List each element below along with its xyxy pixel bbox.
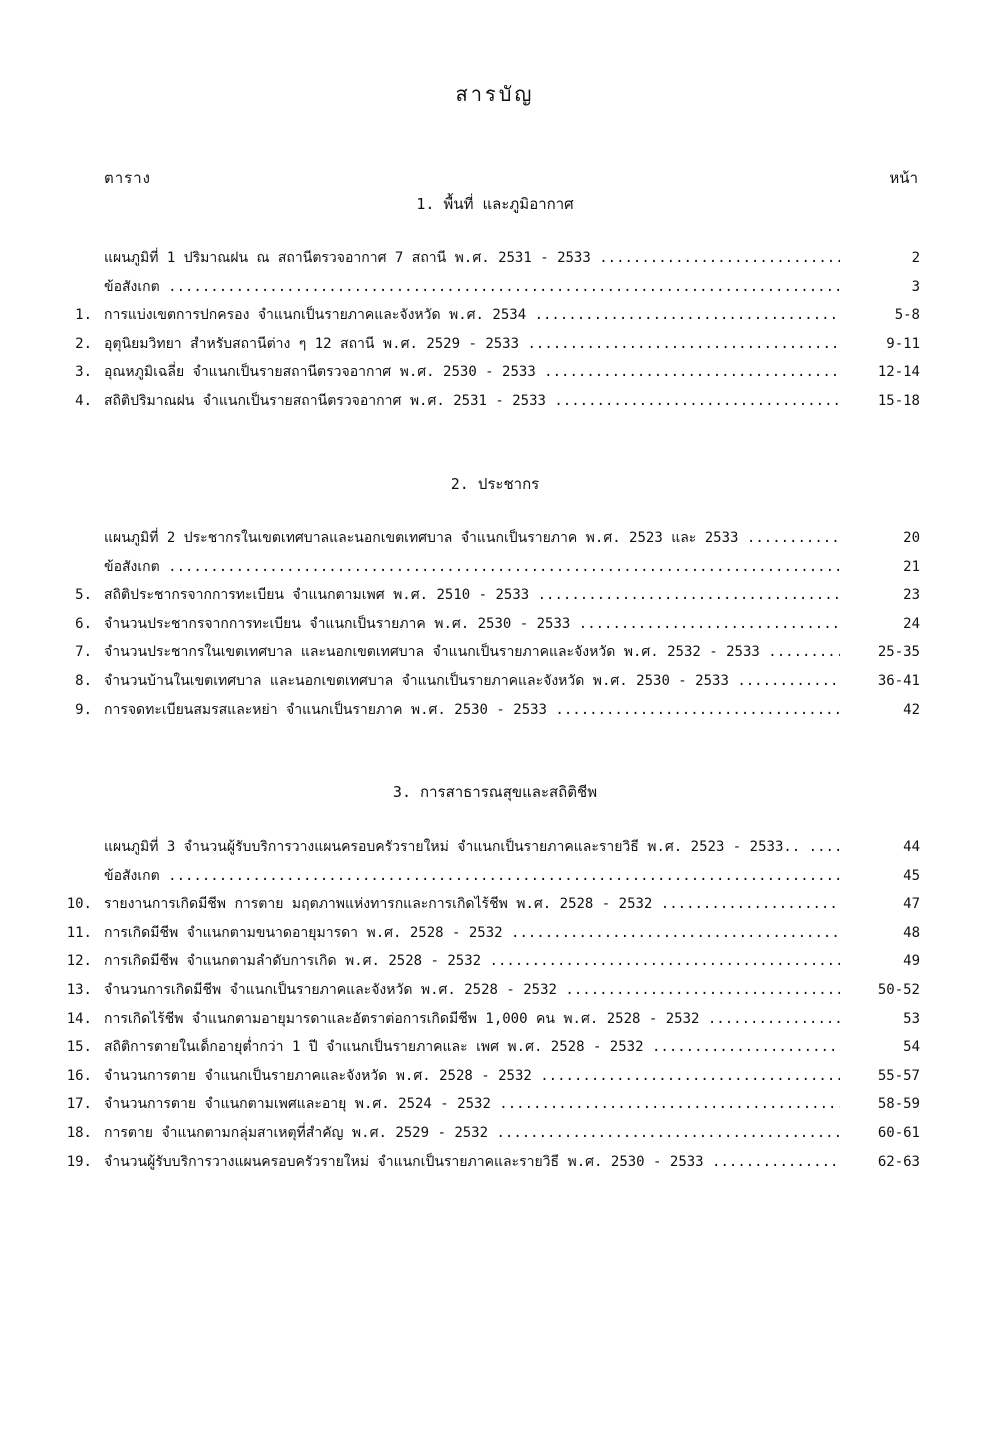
entry-page: 5-8: [894, 307, 920, 324]
entry-page: 58-59: [877, 1096, 920, 1113]
entry-page: 54: [903, 1039, 920, 1056]
entry-page: 2: [911, 250, 920, 266]
section-heading-2: 2. ประชากร: [450, 475, 540, 493]
entry-title: สถิติปริมาณฝน จำแนกเป็นรายสถานีตรวจอากาศ พ.ศ. 2531 - 2533 .....: [104, 387, 840, 416]
entry-page: 62-63: [877, 1153, 920, 1170]
toc-entry: [0, 1062, 990, 1091]
toc-entry: [0, 833, 990, 862]
entry-number: 18.: [66, 1124, 92, 1141]
entry-number: 10.: [66, 896, 92, 913]
entry-title: การเกิดไร้ชีพ จำแนกตามอายุมารดาและอัตราต่อการเกิดมีชีพ 1,000 คน พ.ศ. 2528 - 2532 .....: [104, 1005, 840, 1034]
entry-title: จำนวนการตาย จำแนกเป็นรายภาคและจังหวัด พ.ศ. 2528 - 2532 .....: [104, 1062, 840, 1091]
toc-entry: [0, 667, 990, 696]
entry-title: จำนวนบ้านในเขตเทศบาล และนอกเขตเทศบาล จำแนกเป็นรายภาคและจังหวัด พ.ศ. 2530 - 2533 .....: [104, 667, 840, 696]
entry-page: 44: [903, 839, 920, 855]
entry-title: การจดทะเบียนสมรสและหย่า จำแนกเป็นรายภาค พ.ศ. 2530 - 2533 .....: [104, 696, 840, 725]
toc-entry: [0, 890, 990, 919]
entry-number: 12.: [66, 953, 92, 970]
entry-number: 16.: [66, 1067, 92, 1084]
entry-page: 45: [903, 867, 920, 884]
entry-page: 21: [903, 558, 920, 575]
entry-page: 15-18: [877, 392, 920, 409]
entry-number: 1.: [75, 307, 92, 324]
entry-number: 17.: [66, 1096, 92, 1113]
entry-page: 20: [903, 530, 920, 546]
toc-entry: [0, 330, 990, 359]
entry-number: 5.: [75, 587, 92, 604]
entry-title: สถิติประชากรจากการทะเบียน จำแนกตามเพศ พ.ศ. 2510 - 2533 .....: [104, 581, 840, 610]
entry-page: 55-57: [877, 1067, 920, 1084]
entry-title: การเกิดมีชีพ จำแนกตามขนาดอายุมารดา พ.ศ. 2528 - 2532 .....: [104, 919, 840, 948]
toc-entry: [0, 1148, 990, 1177]
section-heading-1: 1. พื้นที่ และภูมิอากาศ: [416, 195, 574, 213]
entry-title: อุณหภูมิเฉลี่ย จำแนกเป็นรายสถานีตรวจอากาศ พ.ศ. 2530 - 2533 .....: [104, 358, 840, 387]
column-header-page: หน้า: [889, 169, 918, 187]
entry-page: 23: [903, 587, 920, 604]
entry-title: สถิติการตายในเด็กอายุต่ำกว่า 1 ปี จำแนกเป็นรายภาคและ เพศ พ.ศ. 2528 - 2532 .....: [104, 1033, 840, 1062]
entry-page: 25-35: [877, 644, 920, 661]
entry-title: จำนวนประชากรในเขตเทศบาล และนอกเขตเทศบาล จำแนกเป็นรายภาคและจังหวัด พ.ศ. 2532 - 2533 .....: [104, 638, 840, 667]
toc-entry: [0, 947, 990, 976]
entry-number: 8.: [75, 672, 92, 689]
toc-entry: [0, 696, 990, 725]
entry-title: แผนภูมิที่ 3 จำนวนผู้รับบริการวางแผนครอบครัวรายใหม่ จำแนกเป็นรายภาคและรายวิธี พ.ศ. 2523 - 2533.. .....: [104, 833, 840, 862]
entry-title: แผนภูมิที่ 2 ประชากรในเขตเทศบาลและนอกเขตเทศบาล จำแนกเป็นรายภาค พ.ศ. 2523 และ 2533 .....: [104, 524, 840, 553]
section-heading-3: 3. การสาธารณสุขและสถิติชีพ: [392, 783, 598, 801]
toc-entry: [0, 1005, 990, 1034]
toc-entry: [0, 553, 990, 582]
entry-page: 3: [911, 278, 920, 295]
toc-entry: [0, 244, 990, 273]
entry-title: อุตุนิยมวิทยา สำหรับสถานีต่าง ๆ 12 สถานี พ.ศ. 2529 - 2533 .....: [104, 330, 840, 359]
entry-title: รายงานการเกิดมีชีพ การตาย มฤตภาพแห่งทารกและการเกิดไร้ชีพ พ.ศ. 2528 - 2532 .....: [104, 890, 840, 919]
toc-entry: [0, 976, 990, 1005]
column-header-table: ตาราง: [104, 169, 151, 187]
toc-entry: [0, 638, 990, 667]
entry-number: 7.: [75, 644, 92, 661]
toc-entry: [0, 301, 990, 330]
entry-page: 24: [903, 615, 920, 632]
toc-entry: [0, 387, 990, 416]
entry-page: 47: [903, 896, 920, 913]
toc-entry: [0, 1119, 990, 1148]
toc-entry: [0, 1033, 990, 1062]
entry-page: 50-52: [877, 981, 920, 998]
entry-page: 48: [903, 924, 920, 941]
entry-page: 60-61: [877, 1124, 920, 1141]
toc-entry: [0, 919, 990, 948]
entry-number: 4.: [75, 392, 92, 409]
entry-page: 53: [903, 1010, 920, 1027]
entry-title: การตาย จำแนกตามกลุ่มสาเหตุที่สำคัญ พ.ศ. 2529 - 2532 .....: [104, 1119, 840, 1148]
section-2-entries: [0, 524, 990, 724]
entry-number: 9.: [75, 701, 92, 718]
section-1-entries: [0, 244, 990, 416]
entry-title: การแบ่งเขตการปกครอง จำแนกเป็นรายภาคและจังหวัด พ.ศ. 2534 .....: [104, 301, 840, 330]
entry-title: จำนวนการตาย จำแนกตามเพศและอายุ พ.ศ. 2524 - 2532 .....: [104, 1090, 840, 1119]
entry-number: 11.: [66, 924, 92, 941]
entry-title: แผนภูมิที่ 1 ปริมาณฝน ณ สถานีตรวจอากาศ 7 สถานี พ.ศ. 2531 - 2533 .....: [104, 244, 840, 273]
entry-number: 19.: [66, 1153, 92, 1170]
page-title: สารบัญ: [455, 82, 535, 106]
toc-entry: [0, 524, 990, 553]
entry-page: 12-14: [877, 364, 920, 381]
entry-page: 9-11: [886, 335, 920, 352]
entry-title: จำนวนการเกิดมีชีพ จำแนกเป็นรายภาคและจังหวัด พ.ศ. 2528 - 2532 .....: [104, 976, 840, 1005]
entry-title: ข้อสังเกต .....: [104, 862, 840, 891]
entry-page: 36-41: [877, 672, 920, 689]
toc-entry: [0, 610, 990, 639]
entry-title: ข้อสังเกต .....: [104, 553, 840, 582]
toc-entry: [0, 273, 990, 302]
entry-number: 13.: [66, 981, 92, 998]
entry-title: จำนวนผู้รับบริการวางแผนครอบครัวรายใหม่ จำแนกเป็นรายภาคและรายวิธี พ.ศ. 2530 - 2533 .....: [104, 1148, 840, 1177]
entry-page: 49: [903, 953, 920, 970]
entry-number: 6.: [75, 615, 92, 632]
entry-number: 3.: [75, 364, 92, 381]
entry-title: ข้อสังเกต .....: [104, 273, 840, 302]
toc-entry: [0, 862, 990, 891]
entry-number: 2.: [75, 335, 92, 352]
toc-entry: [0, 581, 990, 610]
entry-title: จำนวนประชากรจากการทะเบียน จำแนกเป็นรายภาค พ.ศ. 2530 - 2533 .....: [104, 610, 840, 639]
entry-number: 14.: [66, 1010, 92, 1027]
entry-number: 15.: [66, 1039, 92, 1056]
toc-entry: [0, 1090, 990, 1119]
section-3-entries: [0, 833, 990, 1176]
entry-title: การเกิดมีชีพ จำแนกตามลำดับการเกิด พ.ศ. 2528 - 2532 .....: [104, 947, 840, 976]
toc-entry: [0, 358, 990, 387]
entry-page: 42: [903, 701, 920, 718]
